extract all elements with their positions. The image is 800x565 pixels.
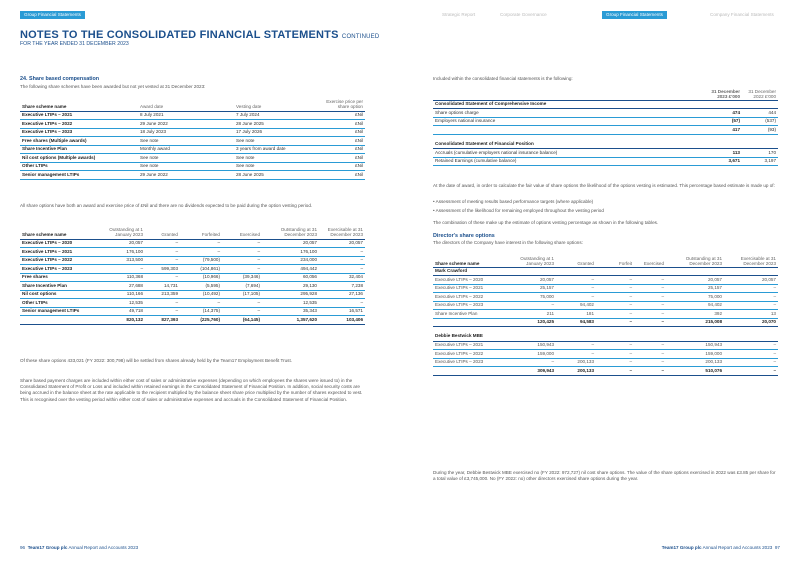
title-suffix: CONTINUED	[341, 34, 380, 40]
table-cell: 12,535	[262, 299, 319, 308]
total-cell: 103,406	[319, 316, 365, 325]
note-para-1: All share options have both an award and exercise price of £Nil and there are no dividends expected to be paid during the option vesting period.	[20, 203, 313, 208]
table-cell: 3,197	[742, 157, 778, 166]
table-cell: –	[222, 307, 262, 316]
th4-outstanding-start: Outstanding at 1 January 2023	[515, 256, 556, 267]
table-cell: –	[180, 299, 222, 308]
table-row	[433, 276, 778, 285]
note-footnote: Of these share options 433,021 (FY 2022: 300,798) will be settled from shares already held by the Team17 Employment Benefit Trust.	[20, 358, 293, 363]
table-cell: –	[319, 248, 365, 257]
th-award-date: Award date	[138, 99, 234, 111]
table-row	[20, 299, 365, 308]
table-row	[433, 157, 778, 166]
table-cell: Executive LTIPs – 2023	[20, 128, 138, 137]
th4-scheme: Share scheme name	[433, 256, 515, 267]
table-cell: –	[145, 307, 180, 316]
table-cell: –	[222, 256, 262, 265]
total-cell: 309,943	[515, 367, 556, 376]
section-tag[interactable]: Group Financial Statements	[20, 11, 85, 19]
table-cell: £Nil	[320, 137, 365, 146]
table-cell: Executive LTIPs – 2022	[433, 293, 515, 302]
th4-exercised: Exercised	[634, 256, 666, 267]
table-cell: 211	[515, 310, 556, 319]
th-exercise-price: Exercise price per share option	[320, 99, 365, 111]
table-cell: –	[319, 299, 365, 308]
table-cell: £Nil	[320, 162, 365, 171]
table-cell: 170	[742, 149, 778, 158]
table-cell: Share options charge	[433, 109, 706, 118]
note-intro: The following share schemes have been awarded but not yet vested at 31 December 2023:	[20, 84, 206, 89]
right-para-3: During the year, Debbie Bestwick MBE exercised no (FY 2022: 972,727) nil cost share options. The value of the share options exercised in 2022 was £3.85 per share for a total value of £3,745,000. No (FY 2022: no) other directors exercised share options during the year.	[433, 470, 776, 482]
table-cell: –	[556, 284, 596, 293]
table-cell: Accruals (cumulative employers national insurance balance)	[433, 149, 706, 158]
table-cell: –	[145, 273, 180, 282]
total-row	[433, 126, 778, 135]
table-cell: (57)	[706, 117, 742, 126]
table-cell: (5,595)	[180, 282, 222, 291]
table-cell: £Nil	[320, 145, 365, 154]
th2-forfeited: Forfeited	[180, 227, 222, 239]
table-cell: 28 June 2025	[234, 171, 320, 180]
scheme-table	[20, 99, 365, 180]
table-cell: –	[634, 293, 666, 302]
note-heading: 24. Share based compensation	[20, 76, 100, 82]
table-cell: –	[724, 301, 778, 310]
th2-exercised: Exercised	[222, 227, 262, 239]
table-cell: 94,402	[556, 301, 596, 310]
table-cell: Share Incentive Plan	[20, 145, 138, 154]
table-cell: –	[515, 358, 556, 367]
table-row	[20, 290, 365, 299]
table-row	[433, 117, 778, 126]
options-movement-table	[20, 227, 365, 325]
page-subtitle: FOR THE YEAR ENDED 31 DECEMBER 2023	[20, 41, 129, 47]
table-cell: –	[556, 341, 596, 350]
table-cell: –	[319, 265, 365, 274]
total-row	[433, 367, 778, 376]
table-row	[433, 301, 778, 310]
th2-granted: Granted	[145, 227, 180, 239]
table-cell: See note	[234, 154, 320, 163]
table-cell: 113	[706, 149, 742, 158]
total-cell: (225,760)	[180, 316, 222, 325]
table-cell: Free shares (Multiple awards)	[20, 137, 138, 146]
table-cell: 599,303	[145, 265, 180, 274]
table-cell: 20,057	[724, 276, 778, 285]
table-cell: (10,492)	[180, 290, 222, 299]
table-cell: (10,966)	[180, 273, 222, 282]
table-cell: (79,500)	[180, 256, 222, 265]
table-cell: Executive LTIPs – 2022	[20, 120, 138, 129]
total-cell: –	[634, 367, 666, 376]
table-row	[20, 248, 365, 257]
table-cell: Senior management LTIPs	[20, 171, 138, 180]
table-cell: –	[724, 284, 778, 293]
table-cell: –	[596, 341, 634, 350]
table-row	[433, 310, 778, 319]
total-cell: (64,145)	[222, 316, 262, 325]
table-cell: 27,136	[319, 290, 365, 299]
total-cell: 827,393	[145, 316, 180, 325]
table-cell: 7 July 2024	[234, 111, 320, 120]
table-cell: –	[145, 299, 180, 308]
right-para-2: The combination of these make up the estimate of options vesting percentage as shown in the following tables.	[433, 220, 659, 225]
directors-heading: Director's share options	[433, 233, 495, 239]
table-row	[433, 350, 778, 359]
table-row	[20, 282, 365, 291]
th2-exercisable: Exercisable at 31 December 2023	[319, 227, 365, 239]
table-cell: 159,000	[515, 350, 556, 359]
table-cell: Share Incentive Plan	[20, 282, 104, 291]
table-cell: See note	[138, 162, 234, 171]
th4-outstanding-end: Outstanding at 31 December 2023	[666, 256, 724, 267]
table-cell: £Nil	[320, 128, 365, 137]
table-cell: –	[634, 276, 666, 285]
section-row	[433, 140, 778, 149]
table-cell: 20,057	[515, 276, 556, 285]
total-cell	[433, 367, 515, 376]
total-cell	[433, 126, 706, 135]
table-cell: 20,057	[666, 276, 724, 285]
total-cell: 94,583	[556, 318, 596, 327]
table-cell: Senior management LTIPs	[20, 307, 104, 316]
table-cell: 200,133	[556, 358, 596, 367]
table-cell: 494,442	[262, 265, 319, 274]
th2-outstanding-end: Outstanding at 31 December 2023	[262, 227, 319, 239]
table-cell: Executive LTIPs – 2022	[20, 256, 104, 265]
table-cell: 159,000	[666, 350, 724, 359]
table-cell: 35,343	[262, 307, 319, 316]
table-cell: –	[319, 256, 365, 265]
table-cell: –	[556, 293, 596, 302]
table-cell: –	[634, 284, 666, 293]
table-cell: (17,105)	[222, 290, 262, 299]
table-cell: Free shares	[20, 273, 104, 282]
total-cell: 417	[706, 126, 742, 135]
table-cell: –	[634, 358, 666, 367]
table-cell: –	[145, 256, 180, 265]
table-cell: –	[145, 248, 180, 257]
table-cell: 8 July 2021	[138, 111, 234, 120]
table-cell: –	[180, 248, 222, 257]
page-title: NOTES TO THE CONSOLIDATED FINANCIAL STATEMENTS CONTINUED	[20, 29, 380, 41]
table-cell: 75,000	[666, 293, 724, 302]
table-cell: 150,943	[666, 341, 724, 350]
table-cell: £Nil	[320, 154, 365, 163]
table-row	[20, 256, 365, 265]
th4-granted: Granted	[556, 256, 596, 267]
table-row	[433, 358, 778, 367]
table-cell: 20,057	[319, 239, 365, 248]
director-row	[433, 267, 778, 276]
table-cell: Executive LTIPs – 2020	[433, 276, 515, 285]
table-cell: 200,133	[666, 358, 724, 367]
table-cell: (7,694)	[222, 282, 262, 291]
table-cell: £Nil	[320, 120, 365, 129]
th3-2022: 31 December 2022 £'000	[742, 89, 778, 100]
table-cell: 7,238	[319, 282, 365, 291]
table-cell: –	[724, 358, 778, 367]
table-cell: 213,359	[145, 290, 180, 299]
table-row	[433, 284, 778, 293]
director-name: Debbie Bestwick MBE	[433, 333, 778, 342]
table-row	[433, 341, 778, 350]
table-cell: –	[634, 341, 666, 350]
table-cell: 3 years from award date	[234, 145, 320, 154]
table-cell: –	[634, 310, 666, 319]
nav-tab-company-financial-statements[interactable]: Company Financial Statements	[710, 12, 774, 17]
page-number-left: 96	[20, 545, 26, 550]
financial-effect-table	[433, 89, 778, 166]
directors-options-table	[433, 256, 778, 376]
table-cell: See note	[234, 162, 320, 171]
table-cell: Executive LTIPs – 2021	[20, 111, 138, 120]
table-cell: 3,671	[706, 157, 742, 166]
table-cell: 29,130	[262, 282, 319, 291]
table-cell: –	[556, 276, 596, 285]
table-cell: 28 June 2025	[234, 120, 320, 129]
total-cell: 510,076	[666, 367, 724, 376]
director-name: Mark Crawford	[433, 267, 778, 276]
table-cell: –	[596, 293, 634, 302]
table-cell: Executive LTIPs – 2021	[433, 284, 515, 293]
note-para-2: Share based payment charges are included within either cost of sales or administrative expenses (depending on which employees the shares were issued to) in the Consolidated Statement of Profit or Loss and included within retained earnings in the Consolidated Statement of Financial Position. In addition, social security costs are being accrued in the balance sheet at the rate applicable to the recipient multiplied by the balance sheet share price multiplied by the number of shares expected to vest. This is recognised over the vesting period within either cost of sales or administrative expenses and accruals in the Consolidated Statement of Financial Position.	[20, 378, 363, 402]
table-cell: –	[596, 284, 634, 293]
table-cell: 25,157	[515, 284, 556, 293]
table-cell: See note	[234, 137, 320, 146]
nav-tab-corporate-governance[interactable]: Corporate Governance	[500, 12, 547, 17]
table-row	[20, 145, 365, 154]
th4-exercisable: Exercisable at 31 December 2023	[724, 256, 778, 267]
total-cell: (93)	[742, 126, 778, 135]
right-para-1: At the date of award, in order to calculate the fair value of share options the likelihood of the options vesting is estimated. This percentage based estimate is made up of:	[433, 183, 775, 188]
table-cell: Executive LTIPs – 2020	[20, 239, 104, 248]
table-cell: –	[596, 310, 634, 319]
th3-blank	[433, 89, 706, 100]
footer-right: Team17 Group plc Annual Report and Accounts 2023 97	[661, 545, 780, 550]
table-cell: 32,404	[319, 273, 365, 282]
table-cell: 176,100	[262, 248, 319, 257]
section-row	[433, 100, 778, 109]
nav-tab-group-financial-statements[interactable]: Group Financial Statements	[602, 11, 667, 19]
table-cell: –	[104, 265, 145, 274]
table-cell: 474	[706, 109, 742, 118]
table-cell: –	[724, 341, 778, 350]
th-vesting-date: Vesting date	[234, 99, 320, 111]
table-cell: (39,346)	[222, 273, 262, 282]
table-row	[20, 162, 365, 171]
table-cell: –	[145, 239, 180, 248]
table-cell: 29 June 2022	[138, 120, 234, 129]
table-cell: –	[596, 350, 634, 359]
table-cell: Executive LTIPs – 2023	[433, 358, 515, 367]
right-intro: Included within the consolidated financial statements is the following:	[433, 76, 573, 81]
table-cell: 12,535	[104, 299, 145, 308]
table-cell: 27,688	[104, 282, 145, 291]
table-cell: Other LTIPs	[20, 299, 104, 308]
table-cell: 60,056	[262, 273, 319, 282]
table-cell: Other LTIPs	[20, 162, 138, 171]
th-scheme-name: Share scheme name	[20, 99, 138, 111]
table-row	[20, 265, 365, 274]
table-cell: –	[180, 239, 222, 248]
table-row	[20, 239, 365, 248]
table-cell: Executive LTIPs – 2023	[20, 265, 104, 274]
table-cell: (14,375)	[180, 307, 222, 316]
table-cell: –	[222, 299, 262, 308]
table-cell: £Nil	[320, 171, 365, 180]
footer-left: 96 Team17 Group plc Annual Report and Accounts 2023	[20, 545, 139, 550]
table-cell: 14,731	[145, 282, 180, 291]
directors-intro: The directors of the Company have interest in the following share options:	[433, 240, 583, 245]
table-cell: 75,000	[515, 293, 556, 302]
table-row	[20, 154, 365, 163]
table-row	[433, 293, 778, 302]
table-cell: –	[222, 248, 262, 257]
table-cell: –	[222, 265, 262, 274]
table-cell: See note	[138, 154, 234, 163]
table-cell: –	[596, 358, 634, 367]
table-cell: –	[222, 239, 262, 248]
table-cell: 94,402	[666, 301, 724, 310]
table-row	[433, 109, 778, 118]
total-cell	[20, 316, 104, 325]
director-row	[433, 333, 778, 342]
table-cell: 20,057	[104, 239, 145, 248]
table-cell: 110,368	[104, 273, 145, 282]
table-row	[20, 273, 365, 282]
table-cell: (537)	[742, 117, 778, 126]
page-number-right: 97	[774, 545, 780, 550]
total-cell: 20,070	[724, 318, 778, 327]
table-cell: See note	[138, 137, 234, 146]
table-cell: 176,100	[104, 248, 145, 257]
total-cell: 215,008	[666, 318, 724, 327]
table-cell: 17 July 2026	[234, 128, 320, 137]
table-cell: 234,000	[262, 256, 319, 265]
table-cell: Employers national insurance	[433, 117, 706, 126]
total-row	[433, 318, 778, 327]
table-cell: Executive LTIPs – 2021	[20, 248, 104, 257]
table-row	[433, 149, 778, 158]
bullet-2: • Assessment of the likelihood for remaining employed throughout the vesting period	[433, 208, 604, 213]
total-cell: 120,425	[515, 318, 556, 327]
table-cell: Executive LTIPs – 2021	[433, 341, 515, 350]
th3-2023: 31 December 2023 £'000	[706, 89, 742, 100]
table-cell: –	[596, 301, 634, 310]
table-cell: 150,943	[515, 341, 556, 350]
total-cell: –	[724, 367, 778, 376]
table-cell: –	[634, 301, 666, 310]
table-cell: 295,928	[262, 290, 319, 299]
section-title: Consolidated Statement of Comprehensive Income	[433, 100, 778, 109]
table-cell: –	[515, 301, 556, 310]
table-cell: 313,500	[104, 256, 145, 265]
table-cell: 444	[742, 109, 778, 118]
table-cell: 25,157	[666, 284, 724, 293]
table-cell: –	[634, 350, 666, 359]
table-cell: 20,057	[262, 239, 319, 248]
table-cell: –	[556, 350, 596, 359]
total-cell: 200,133	[556, 367, 596, 376]
table-cell: –	[724, 293, 778, 302]
table-cell: 49,718	[104, 307, 145, 316]
table-cell: Nil cost options	[20, 290, 104, 299]
table-row	[20, 120, 365, 129]
table-row	[20, 111, 365, 120]
table-cell: 16,571	[319, 307, 365, 316]
table-cell: Executive LTIPs – 2023	[433, 301, 515, 310]
table-cell: 13	[724, 310, 778, 319]
nav-tab-strategic-report[interactable]: Strategic Report	[442, 12, 476, 17]
section-title: Consolidated Statement of Financial Position	[433, 140, 778, 149]
table-cell: Nil cost options (Multiple awards)	[20, 154, 138, 163]
table-cell: Share Incentive Plan	[433, 310, 515, 319]
total-cell: –	[596, 318, 634, 327]
table-row	[20, 128, 365, 137]
table-cell: (104,861)	[180, 265, 222, 274]
table-row	[20, 171, 365, 180]
total-cell: –	[596, 367, 634, 376]
table-cell: 29 June 2022	[138, 171, 234, 180]
table-cell: –	[724, 350, 778, 359]
th2-scheme: Share scheme name	[20, 227, 104, 239]
table-row	[20, 307, 365, 316]
total-cell: 1,357,620	[262, 316, 319, 325]
table-cell: 392	[666, 310, 724, 319]
total-cell: –	[634, 318, 666, 327]
table-cell: –	[596, 276, 634, 285]
table-cell: £Nil	[320, 111, 365, 120]
table-cell: 110,166	[104, 290, 145, 299]
bullet-1: • Assessment of meeting results based performance targets (where applicable)	[433, 199, 594, 204]
table-cell: Retained Earnings (cumulative balance)	[433, 157, 706, 166]
total-row	[20, 316, 365, 325]
table-cell: Executive LTIPs – 2022	[433, 350, 515, 359]
table-cell: 181	[556, 310, 596, 319]
th4-forfeit: Forfeit	[596, 256, 634, 267]
total-cell: 820,132	[104, 316, 145, 325]
table-cell: 18 July 2023	[138, 128, 234, 137]
th2-outstanding-start: Outstanding at 1 January 2023	[104, 227, 145, 239]
table-row	[20, 137, 365, 146]
total-cell	[433, 318, 515, 327]
table-cell: Monthly award	[138, 145, 234, 154]
